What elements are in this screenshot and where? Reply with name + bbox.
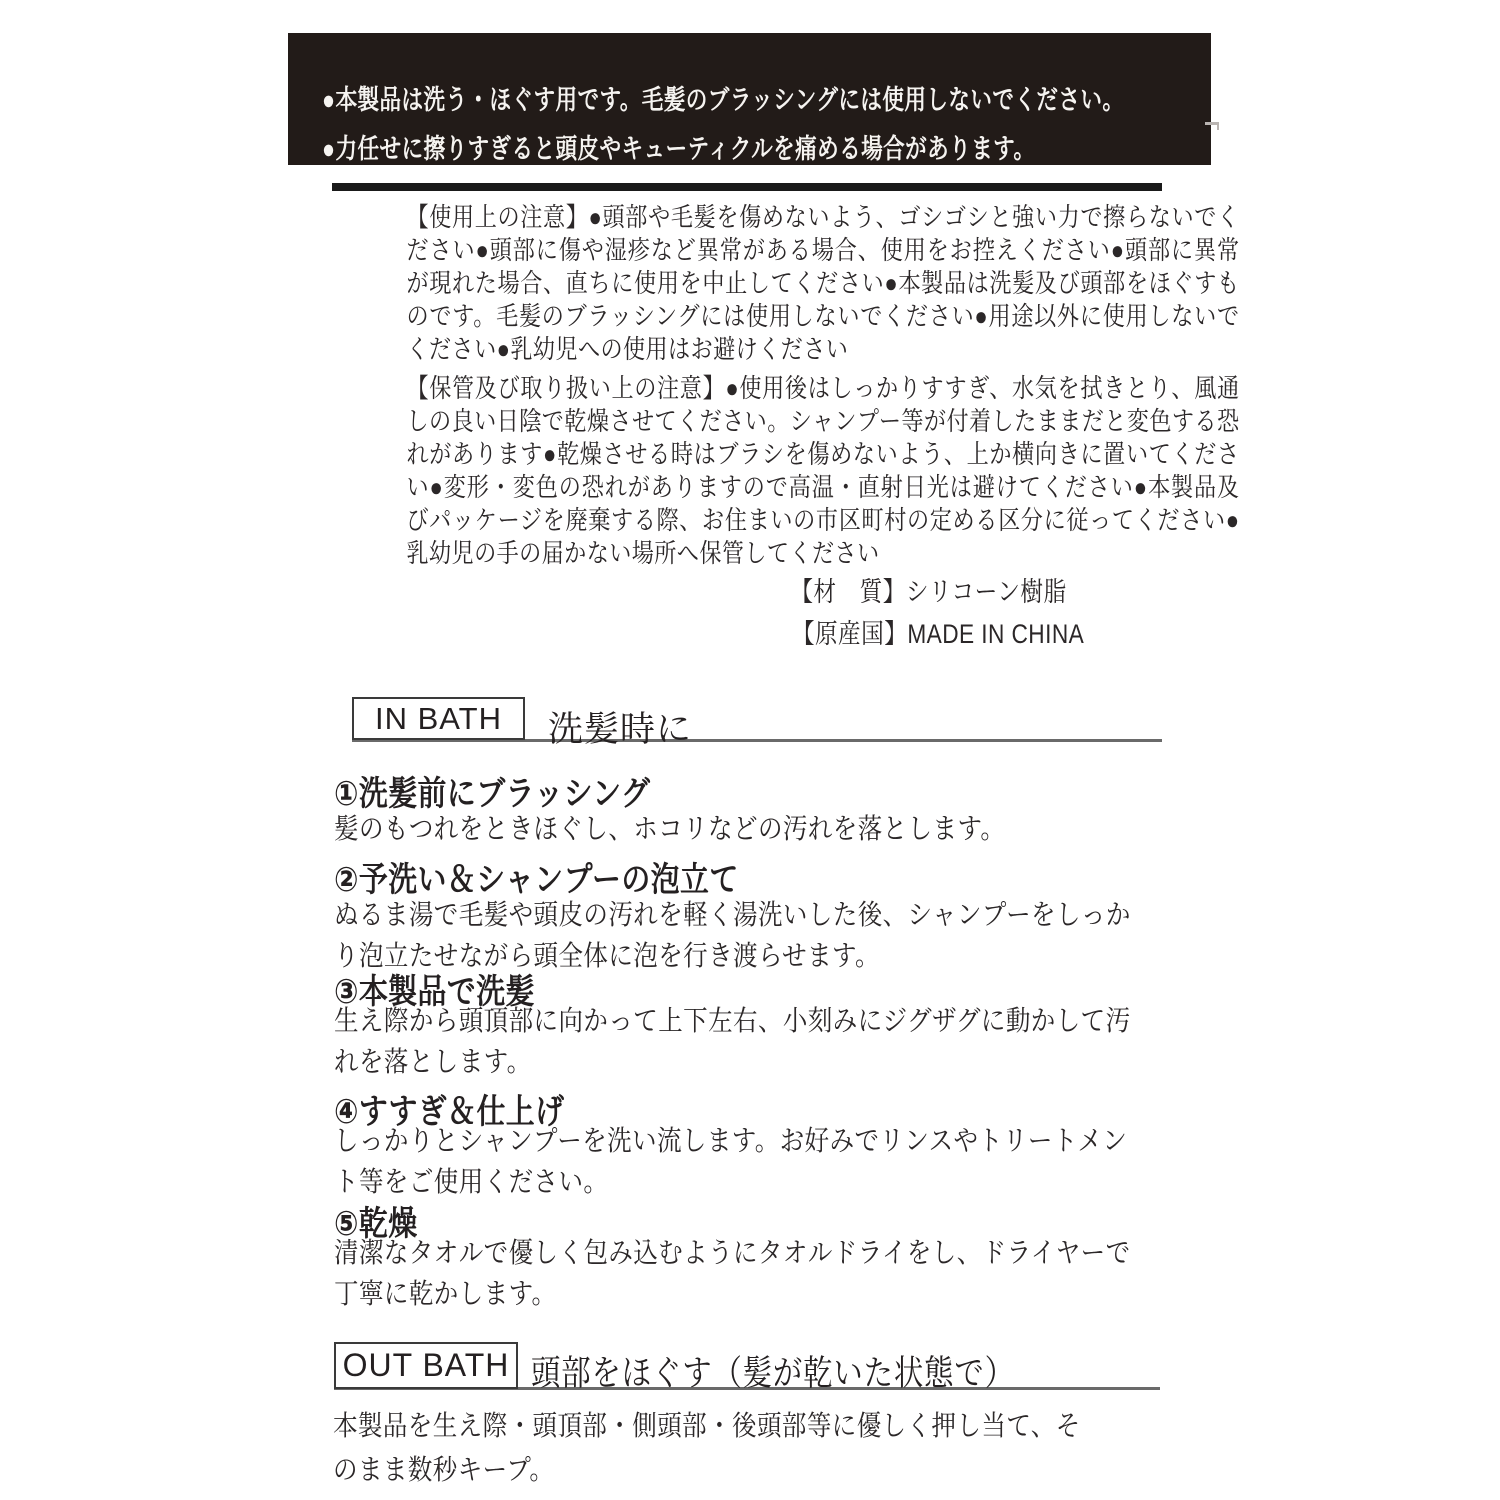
step-body: 髪のもつれをときほぐし、ホコリなどの汚れを落とします。 <box>334 813 1006 844</box>
in-bath-title: 洗髪時に <box>548 710 693 749</box>
print-artifact-mark <box>1205 122 1219 130</box>
step-body: 清潔なタオルで優しく包み込むようにタオルドライをし、ドライヤーで丁寧に乾かします。 <box>334 1237 1131 1309</box>
storage-notice-paragraph: 【保管及び取り扱い上の注意】●使用後はしっかりすすぎ、水気を拭きとり、風通しの良い日陰で乾燥させてください。シャンプー等が付着したままだと変色する恐れがあります●乾燥させる時はブラシを傷めないよう、上か横向きに置いてください●変形・変色の恐れがありますので高温・直射日光は避けてください●本製品及びパッケージを廃棄する際、お住まいの市区町村の定める区分に従ってください●乳幼児の手の届かない場所へ保管してください <box>406 373 1240 568</box>
spec-material: 【材 質】シリコーン樹脂 <box>790 577 1067 607</box>
step-body: しっかりとシャンプーを洗い流します。お好みでリンスやトリートメント等をご使用ください。 <box>334 1125 1128 1197</box>
step-body: 生え際から頭頂部に向かって上下左右、小刻みにジグザグに動かして汚れを落とします。 <box>334 1005 1131 1077</box>
step-heading: ③本製品で洗髪 <box>334 973 535 1011</box>
out-bath-label-box <box>334 1342 518 1389</box>
out-bath-title: 頭部をほぐす（髪が乾いた状態で） <box>531 1354 1015 1393</box>
step-heading: ④すすぎ＆仕上げ <box>334 1093 565 1131</box>
step-heading: ①洗髪前にブラッシング <box>334 775 651 813</box>
warning-box <box>288 33 1211 165</box>
spec-origin: 【原産国】MADE IN CHINA <box>791 619 1085 649</box>
warning-line: ●本製品は洗う・ほぐす用です。毛髪のブラッシングには使用しないでください。 <box>322 85 1125 115</box>
usage-notice-paragraph: 【使用上の注意】●頭部や毛髪を傷めないよう、ゴシゴシと強い力で擦らないでください●頭部に傷や湿疹など異常がある場合、使用をお控えください●頭部に異常が現れた場合、直ちに使用を中止してください●本製品は洗髪及び頭部をほぐすものです。毛髪のブラッシングには使用しないでください●用途以外に使用しないでください●乳幼児への使用はお避けください <box>406 202 1240 364</box>
warning-line: ●力任せに擦りすぎると頭皮やキューティクルを痛める場合があります。 <box>322 134 1036 164</box>
in-bath-label-box <box>352 697 525 740</box>
step-heading: ⑤乾燥 <box>334 1205 418 1243</box>
out-bath-body: 本製品を生え際・頭頂部・側頭部・後頭部等に優しく押し当て、そのまま数秒キープ。 <box>333 1410 1081 1485</box>
step-body: ぬるま湯で毛髪や頭皮の汚れを軽く湯洗いした後、シャンプーをしっかり泡立たせながら頭全体に泡を行き渡らせます。 <box>334 899 1131 971</box>
out-bath-label: OUT BATH <box>342 1347 510 1383</box>
in-bath-label: IN BATH <box>375 700 502 736</box>
step-heading: ②予洗い＆シャンプーの泡立て <box>334 861 739 899</box>
divider-bar <box>332 183 1162 191</box>
